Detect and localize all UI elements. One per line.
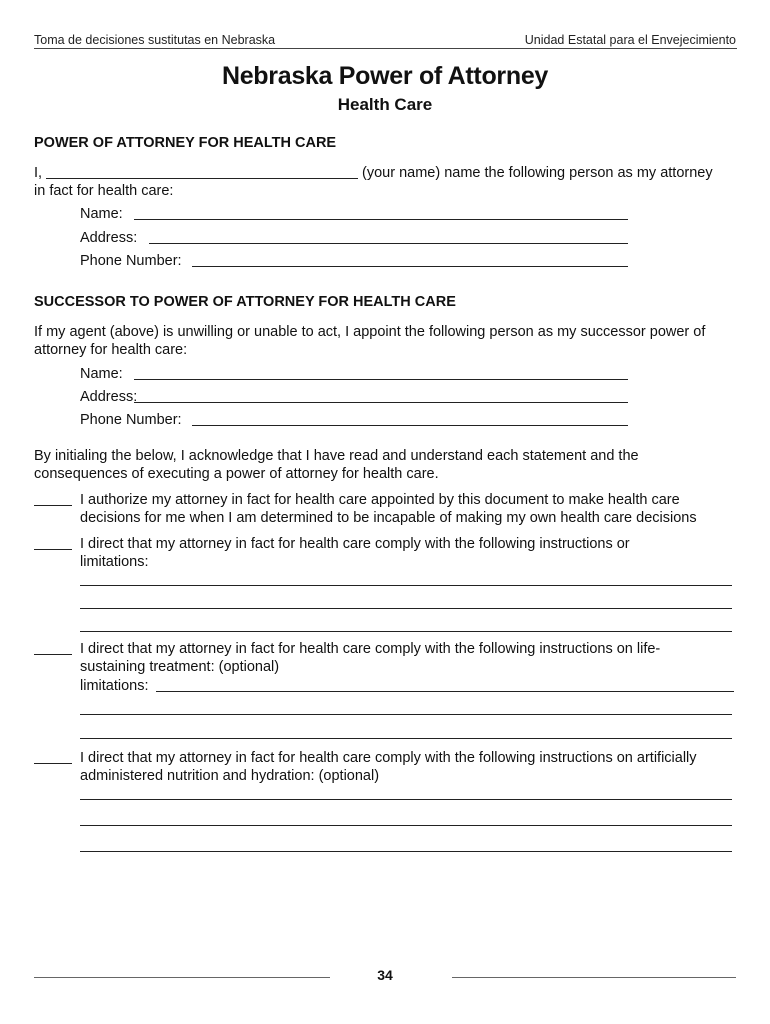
instructions-line[interactable] — [80, 608, 732, 609]
agent-address-field[interactable] — [149, 243, 628, 244]
your-name-field[interactable] — [46, 178, 358, 179]
instructions-line[interactable] — [80, 585, 732, 586]
successor-phone-field[interactable] — [192, 425, 628, 426]
initial-field-3[interactable] — [34, 654, 72, 655]
running-header-left: Toma de decisiones sustitutas en Nebraska — [34, 33, 276, 47]
successor-statement-line1: If my agent (above) is unwilling or unable to act, I appoint the following person as my successor power of — [34, 324, 706, 340]
successor-phone-label: Phone Number: — [80, 412, 182, 428]
acknowledge-line2: consequences of executing a power of attorney for health care. — [34, 466, 439, 482]
agent-phone-field[interactable] — [192, 266, 628, 267]
item-3-line1: I direct that my attorney in fact for health care comply with the following instructions on life- — [80, 641, 661, 657]
item-4-line1: I direct that my attorney in fact for health care comply with the following instructions on artificially — [80, 750, 697, 766]
nutrition-line[interactable] — [80, 825, 732, 826]
item-2-line2: limitations: — [80, 554, 149, 570]
item-1-line1: I authorize my attorney in fact for health care appointed by this document to make health care — [80, 492, 680, 508]
statement-text: in fact for health care: — [34, 183, 174, 199]
header-divider — [34, 48, 737, 49]
nutrition-line[interactable] — [80, 799, 732, 800]
life-sustaining-line[interactable] — [80, 714, 732, 715]
life-sustaining-line[interactable] — [156, 691, 734, 692]
instructions-line[interactable] — [80, 631, 732, 632]
successor-name-field[interactable] — [134, 379, 628, 380]
nutrition-line[interactable] — [80, 851, 732, 852]
acknowledge-line1: By initialing the below, I acknowledge that I have read and understand each statement and the — [34, 448, 639, 464]
your-name-suffix: (your name) name the following person as my attorney — [362, 165, 713, 181]
page-number: 34 — [377, 967, 393, 983]
page-title: Nebraska Power of Attorney — [221, 62, 549, 90]
item-3-line3: limitations: — [80, 678, 149, 694]
agent-name-field[interactable] — [134, 219, 628, 220]
initial-field-2[interactable] — [34, 549, 72, 550]
agent-phone-label: Phone Number: — [80, 253, 182, 269]
page-subtitle: Health Care — [337, 95, 433, 114]
initial-field-4[interactable] — [34, 763, 72, 764]
successor-address-field[interactable] — [134, 402, 628, 403]
your-name-prefix: I, — [34, 165, 43, 181]
section-heading-poa: POWER OF ATTORNEY FOR HEALTH CARE — [34, 135, 337, 151]
successor-address-label: Address: — [80, 389, 138, 405]
life-sustaining-line[interactable] — [80, 738, 732, 739]
successor-name-label: Name: — [80, 366, 123, 382]
item-3-line2: sustaining treatment: (optional) — [80, 659, 280, 675]
footer-rule-right — [452, 977, 736, 978]
agent-name-label: Name: — [80, 206, 123, 222]
successor-statement-line2: attorney for health care: — [34, 342, 188, 358]
initial-field-1[interactable] — [34, 505, 72, 506]
item-1-line2: decisions for me when I am determined to be incapable of making my own health care decisions — [80, 510, 697, 526]
agent-address-label: Address: — [80, 230, 138, 246]
item-4-line2: administered nutrition and hydration: (optional) — [80, 768, 380, 784]
item-2-line1: I direct that my attorney in fact for health care comply with the following instructions or — [80, 536, 630, 552]
section-heading-successor: SUCCESSOR TO POWER OF ATTORNEY FOR HEALTH CARE — [34, 294, 456, 310]
running-header-right: Unidad Estatal para el Envejecimiento — [524, 33, 736, 47]
